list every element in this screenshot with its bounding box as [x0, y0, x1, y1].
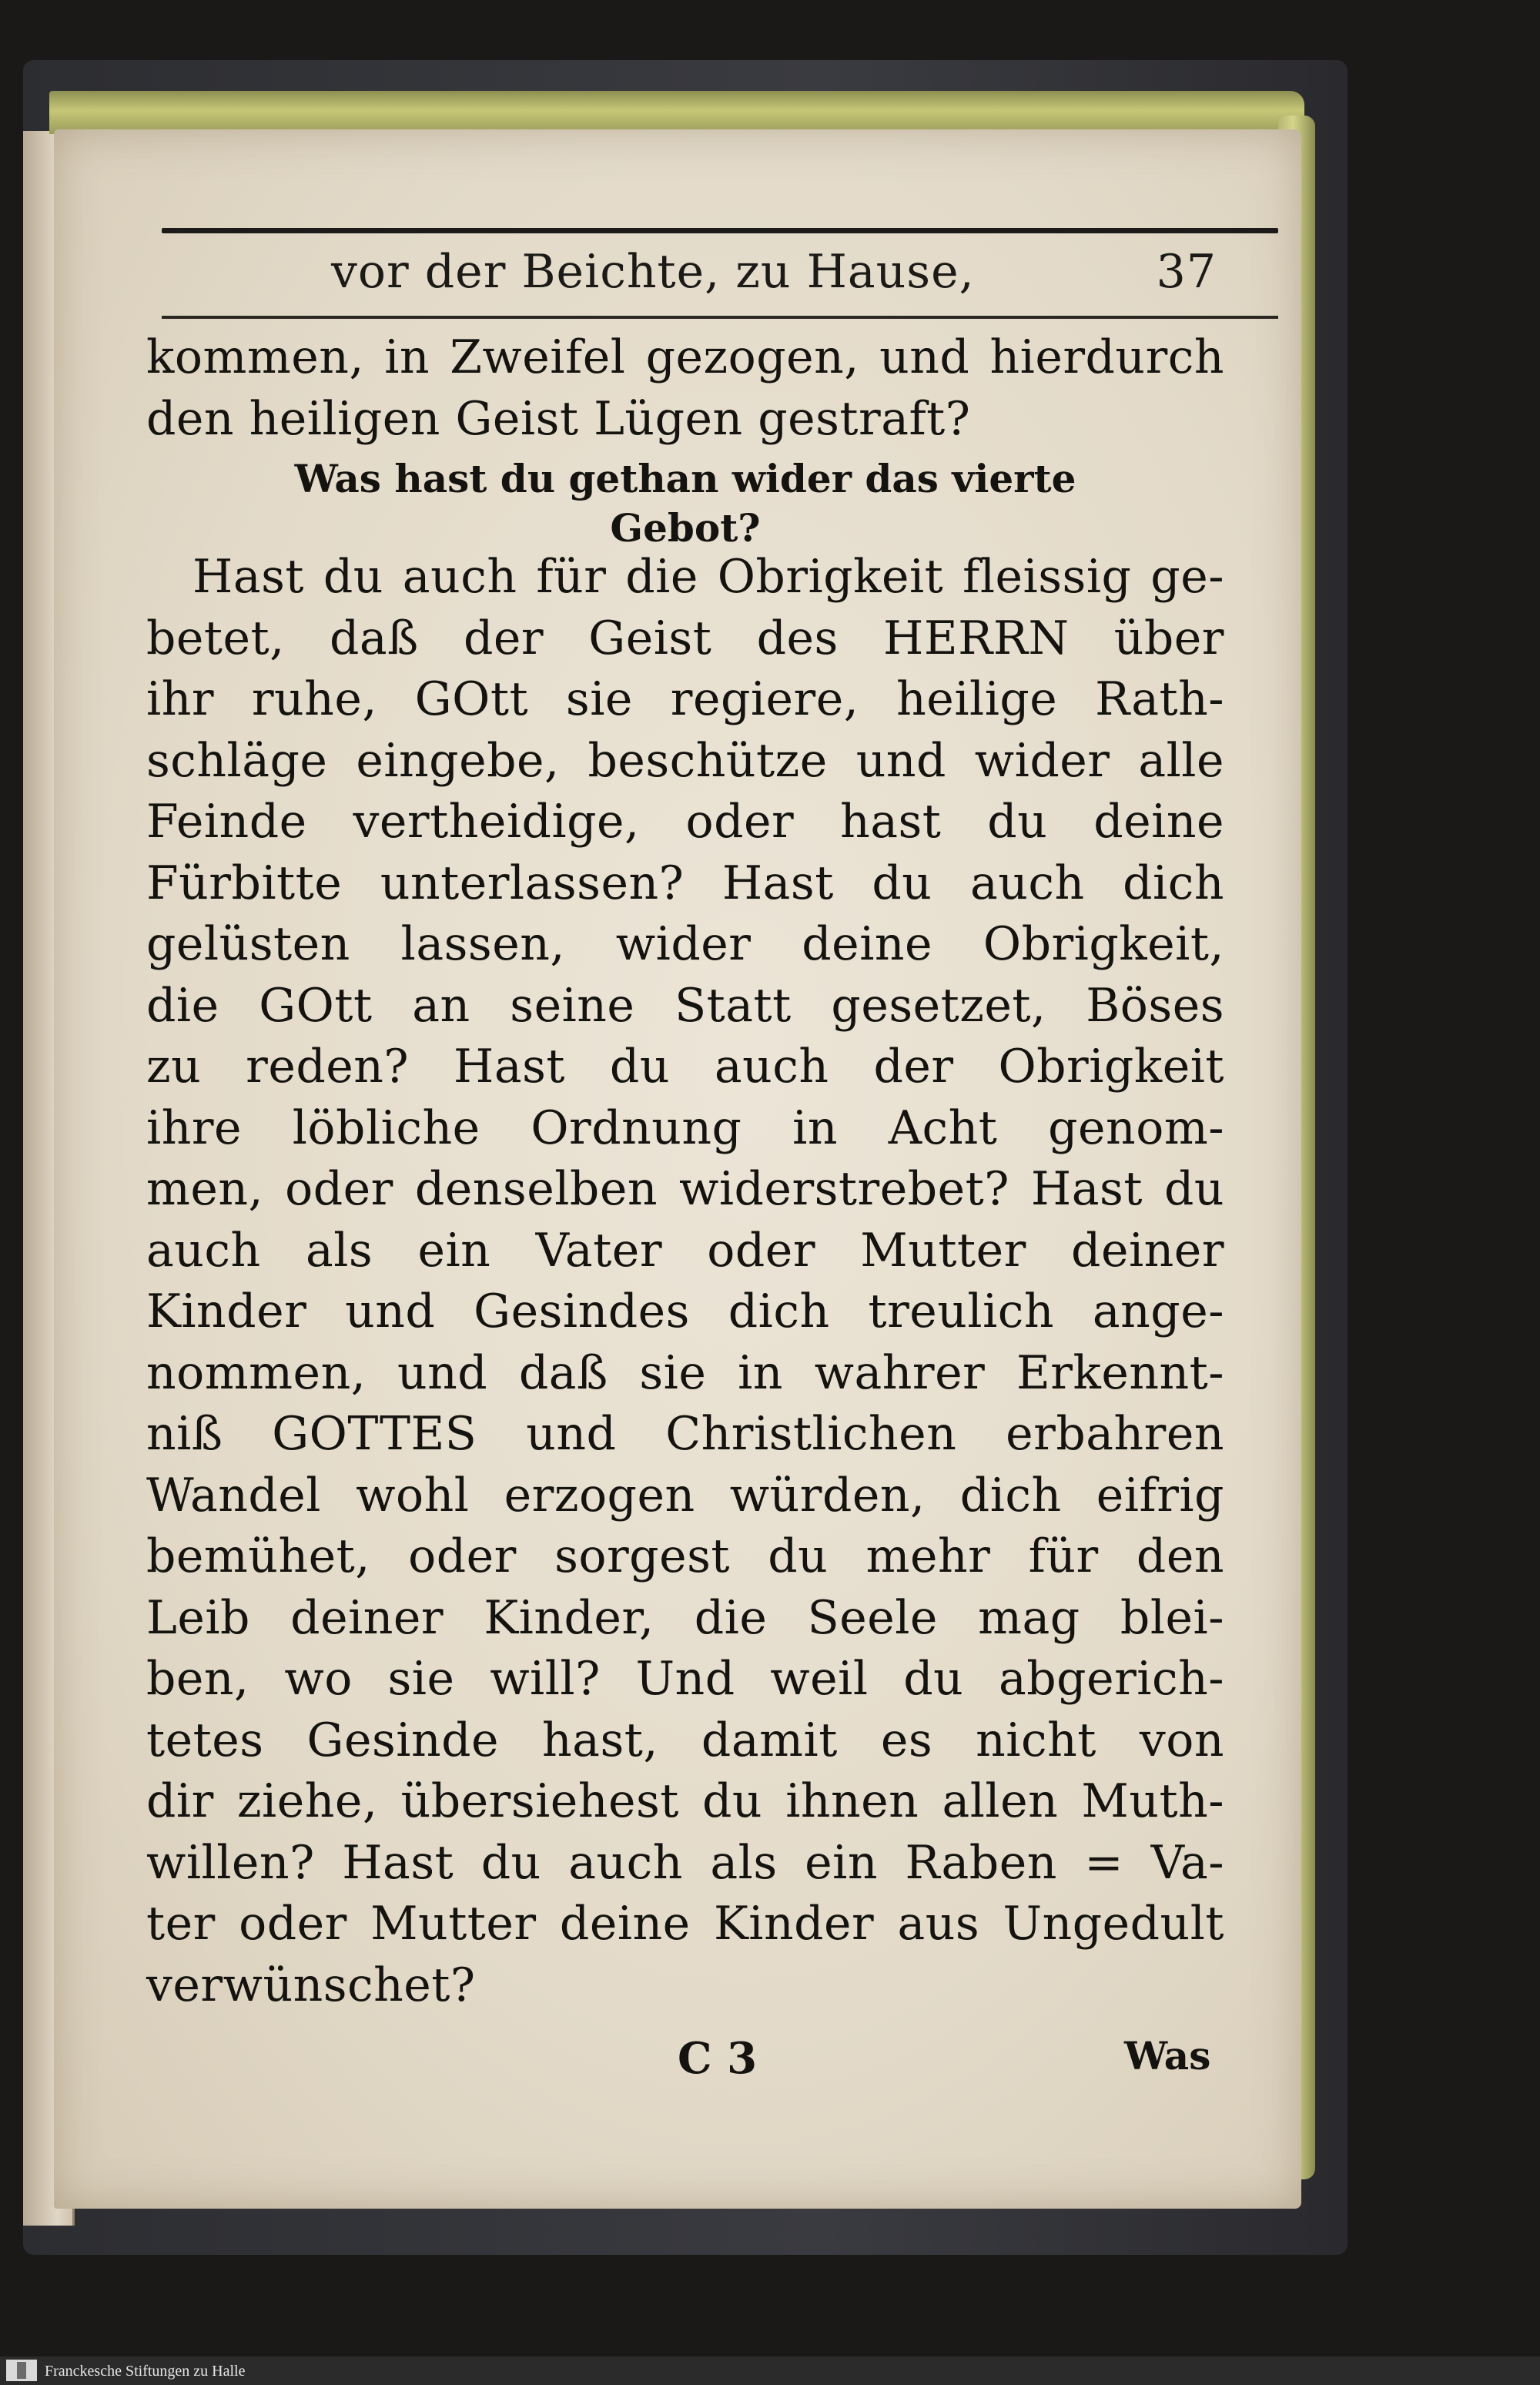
page-number: 37 [1156, 245, 1217, 299]
head-rule-top [162, 228, 1278, 233]
text-line: men, oder denselben widerstrebet? Hast du [146, 1162, 1224, 1216]
signature-mark: C 3 [678, 2033, 758, 2084]
text-line: Wandel wohl erzogen würden, dich eifrig [146, 1468, 1224, 1522]
text-line: Leib deiner Kinder, die Seele mag blei- [146, 1590, 1224, 1645]
text-line: Fürbitte unterlassen? Hast du auch dich [146, 856, 1224, 910]
text-line: willen? Hast du auch als ein Raben = Va- [146, 1835, 1224, 1890]
running-head [331, 239, 1217, 308]
text-line: ben, wo sie will? Und weil du abgerich- [146, 1652, 1224, 1706]
text-line: Kinder und Gesindes dich treulich ange- [146, 1285, 1224, 1338]
text-line: den heiligen Geist Lügen gestraft? [146, 391, 971, 446]
text-line: ihre löbliche Ordnung in Acht genom- [146, 1100, 1224, 1155]
text-line: verwünschet? [146, 1958, 476, 2012]
head-rule-bottom [162, 316, 1278, 319]
text-line: niß GOTTES und Christlichen erbahren [146, 1407, 1224, 1461]
heading-line: Was hast du gethan wider das vierte [294, 456, 1076, 501]
text-line: zu reden? Hast du auch der Obrigkeit [146, 1040, 1224, 1094]
text-line: Hast du auch für die Obrigkeit fleissig ge- [192, 550, 1224, 604]
text-line: bemühet, oder sorgest du mehr für den [146, 1529, 1224, 1583]
text-line: schläge eingebe, beschütze und wider alle [146, 733, 1224, 788]
heading-line: Gebot? [610, 505, 761, 551]
text-line: auch als ein Vater oder Mutter deiner [146, 1223, 1224, 1278]
text-line: Feinde vertheidige, oder hast du deine [146, 795, 1224, 849]
text-line: nommen, und daß sie in wahrer Erkennt- [146, 1345, 1224, 1400]
opening-text [146, 327, 1224, 450]
body-text [146, 547, 1224, 2016]
text-line: die GOtt an seine Statt gesetzet, Böses [146, 978, 1224, 1033]
text-line: ter oder Mutter deine Kinder aus Ungedult [146, 1897, 1224, 1951]
text-line: ihr ruhe, GOtt sie regiere, heilige Rath- [146, 672, 1224, 726]
catchword: Was [1124, 2033, 1211, 2079]
section-heading [146, 454, 1224, 553]
running-head-title: vor der Beichte, zu Hause, [331, 245, 975, 299]
page-block-top-edge [49, 91, 1304, 134]
institution-logo-icon [6, 2360, 37, 2381]
text-line: gelüsten lassen, wider deine Obrigkeit, [146, 917, 1224, 971]
text-line: kommen, in Zweifel gezogen, und hierdurch [146, 330, 1224, 384]
text-line: dir ziehe, übersiehest du ihnen allen Muth- [146, 1774, 1224, 1828]
text-line: tetes Gesinde hast, damit es nicht von [146, 1713, 1224, 1767]
footer-institution: Franckesche Stiftungen zu Halle [45, 2363, 246, 2380]
text-line: betet, daß der Geist des HERRN über [146, 611, 1224, 665]
